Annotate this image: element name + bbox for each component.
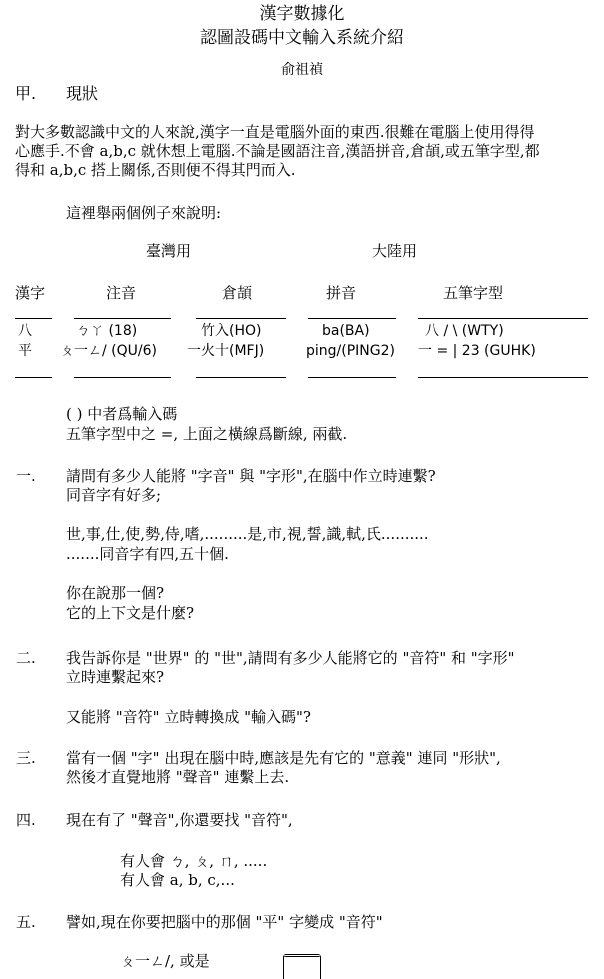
table-cell: ping/(PING2) — [306, 343, 395, 359]
table-rule — [308, 318, 396, 319]
table-rule — [418, 377, 588, 378]
table-group-label: 臺灣用 — [146, 242, 192, 260]
question-line: 譬如,現在你要把腦中的那個 "平" 字變成 "音符" — [66, 913, 383, 931]
question-line: 然後才直覺地將 "聲音" 連繫上去. — [66, 768, 290, 786]
question-line: 同音字有好多; — [66, 486, 162, 504]
table-rule — [15, 318, 52, 319]
paragraph-line: 得和 a,b,c 搭上關係,否則便不得其門而入. — [15, 161, 296, 179]
author-name: 俞祖禎 — [281, 62, 323, 78]
paragraph-line: 心應手.不會 a,b,c 就休想上電腦.不論是國語注音,漢語拼音,倉頡,或五筆字型,都 — [15, 142, 540, 160]
table-header: 倉頡 — [222, 284, 253, 302]
question-number: 一. — [16, 467, 36, 485]
table-rule — [15, 377, 52, 378]
table-cell: ㄅㄚ (18) — [76, 323, 138, 339]
table-header: 五筆字型 — [443, 284, 504, 302]
question-line: 立時連繫起來? — [66, 668, 165, 686]
paragraph-line: 這裡舉兩個例子來說明: — [66, 204, 222, 222]
table-cell: 一 = | 23 (GUHK) — [418, 343, 536, 359]
table-group-label: 大陸用 — [372, 242, 418, 260]
paragraph-line: 對大多數認識中文的人來說,漢字一直是電腦外面的東西.很難在電腦上使用得得 — [15, 123, 535, 141]
table-cell: 竹入(HO) — [201, 323, 262, 339]
table-rule — [196, 377, 286, 378]
example-line: 世,事,仕,使,勢,侍,嗜,.........是,市,視,誓,識,軾,氏.......... — [66, 525, 429, 543]
section-label: 甲. — [15, 84, 37, 103]
table-cell: 平 — [18, 343, 32, 359]
table-header: 拼音 — [326, 284, 357, 302]
example-line: 有人會 ㄅ, ㄆ, ㄇ, ..... — [120, 852, 268, 870]
document-subtitle: 認圖設碼中文輸入系統介紹 — [200, 28, 404, 48]
table-cell: 八 — [18, 323, 32, 339]
question-line: 請問有多少人能將 "字音" 與 "字形",在腦中作立時連繫? — [66, 467, 436, 485]
question-number: 四. — [16, 811, 36, 829]
table-rule — [74, 377, 171, 378]
table-cell: ㄆ一ㄥ/ (QU/6) — [60, 343, 157, 359]
question-line: 又能將 "音符" 立時轉換成 "輸入碼"? — [66, 708, 311, 726]
table-rule — [308, 377, 396, 378]
note-line: ( ) 中者爲輸入碼 — [66, 405, 178, 423]
table-cell: 一火十(MFJ) — [187, 343, 265, 359]
table-header: 注音 — [106, 284, 137, 302]
table-rule — [418, 318, 588, 319]
section-title: 現狀 — [66, 84, 99, 103]
question-number: 二. — [16, 649, 36, 667]
example-line: .......同音字有四,五十個. — [66, 545, 229, 563]
table-cell: ba(BA) — [322, 323, 370, 339]
question-line: 現在有了 "聲音",你還要找 "音符", — [66, 811, 293, 829]
question-line: 它的上下文是什麼? — [66, 604, 195, 622]
question-number: 五. — [16, 913, 36, 931]
example-line: 有人會 a, b, c,... — [120, 871, 235, 889]
table-rule — [196, 318, 286, 319]
document-title: 漢字數據化 — [259, 4, 345, 24]
table-header: 漢字 — [15, 284, 46, 302]
example-line: ㄆ一ㄥ/, 或是 — [120, 952, 210, 970]
question-line: 我告訴你是 "世界" 的 "世",請問有多少人能將它的 "音符" 和 "字形" — [66, 649, 515, 667]
note-line: 五筆字型中之 =, 上面之橫線爲斷線, 兩截. — [66, 425, 348, 443]
table-cell: 八 / \ (WTY) — [425, 323, 504, 339]
cropped-figure — [283, 954, 321, 979]
question-line: 你在說那一個? — [66, 584, 165, 602]
table-rule — [74, 318, 171, 319]
question-line: 當有一個 "字" 出現在腦中時,應該是先有它的 "意義" 連同 "形狀", — [66, 749, 501, 767]
question-number: 三. — [16, 749, 36, 767]
